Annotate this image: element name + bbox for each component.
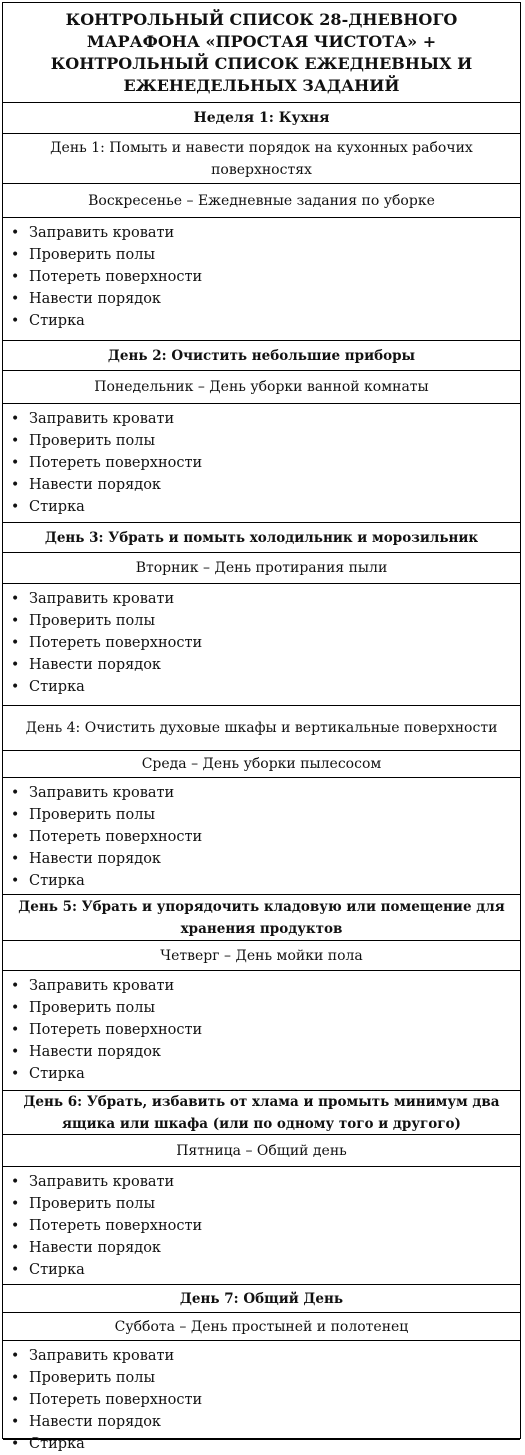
list-item-label: Стирка <box>29 1262 85 1278</box>
list-item <box>11 1193 520 1215</box>
list-item-label: Стирка <box>29 679 85 695</box>
list-item <box>11 1433 520 1455</box>
list-item <box>11 1345 520 1367</box>
task-day-1: День 1: Помыть и навести порядок на кухонных рабочих поверхностях <box>3 134 520 184</box>
list-item <box>11 1367 520 1389</box>
list-item-label: Навести порядок <box>29 1414 161 1430</box>
list-item-label: Проверить полы <box>29 433 156 449</box>
list-item <box>11 430 520 452</box>
list-item-label: Проверить полы <box>29 1196 156 1212</box>
weekday-heading-2: Понедельник – День уборки ванной комнаты <box>3 371 520 404</box>
daily-checklist-5 <box>3 971 520 1091</box>
list-item <box>11 496 520 518</box>
list-item-label: Потереть поверхности <box>29 269 203 285</box>
list-item <box>11 610 520 632</box>
list-item <box>11 782 520 804</box>
bullet-icon: • <box>11 679 20 695</box>
list-item-label: Заправить кровати <box>29 591 175 607</box>
list-item <box>11 1259 520 1281</box>
bullet-icon: • <box>11 978 20 994</box>
bullet-icon: • <box>11 1392 20 1408</box>
list-item <box>11 288 520 310</box>
list-item-label: Проверить полы <box>29 247 156 263</box>
bullet-icon: • <box>11 873 20 889</box>
list-item <box>11 632 520 654</box>
list-item-label: Потереть поверхности <box>29 455 203 471</box>
list-item <box>11 676 520 698</box>
bullet-icon: • <box>11 1196 20 1212</box>
list-item-label: Навести порядок <box>29 1044 161 1060</box>
daily-checklist-3 <box>3 584 520 706</box>
bullet-icon: • <box>11 657 20 673</box>
task-day-5: День 5: Убрать и упорядочить кладовую или помещение для хранения продуктов <box>3 895 520 941</box>
list-item-label: Стирка <box>29 313 85 329</box>
list-item-label: Потереть поверхности <box>29 1218 203 1234</box>
list-item-label: Навести порядок <box>29 657 161 673</box>
list-item-label: Заправить кровати <box>29 978 175 994</box>
week-heading: Неделя 1: Кухня <box>3 103 520 134</box>
task-day-2: День 2: Очистить небольшие приборы <box>3 341 520 371</box>
daily-checklist-7 <box>3 1341 520 1452</box>
list-item-label: Навести порядок <box>29 851 161 867</box>
bullet-icon: • <box>11 411 20 427</box>
list-item-label: Потереть поверхности <box>29 829 203 845</box>
list-item-label: Заправить кровати <box>29 1348 175 1364</box>
list-item <box>11 826 520 848</box>
bullet-icon: • <box>11 1022 20 1038</box>
list-item <box>11 408 520 430</box>
checklist-document <box>2 2 521 1452</box>
list-item-label: Заправить кровати <box>29 411 175 427</box>
list-item <box>11 1019 520 1041</box>
list-item-label: Заправить кровати <box>29 1174 175 1190</box>
task-day-6: День 6: Убрать, избавить от хлама и промыть минимум два ящика или шкафа (или по одному того и другого) <box>3 1091 520 1135</box>
weekday-heading-1: Воскресенье – Ежедневные задания по уборке <box>3 184 520 218</box>
weekday-heading-3: Вторник – День протирания пыли <box>3 553 520 584</box>
bullet-icon: • <box>11 591 20 607</box>
bullet-icon: • <box>11 635 20 651</box>
list-item <box>11 266 520 288</box>
bullet-icon: • <box>11 1044 20 1060</box>
bullet-icon: • <box>11 851 20 867</box>
list-item <box>11 1215 520 1237</box>
list-item-label: Навести порядок <box>29 291 161 307</box>
weekday-heading-4: Среда – День уборки пылесосом <box>3 751 520 778</box>
bullet-icon: • <box>11 269 20 285</box>
list-item-label: Проверить полы <box>29 1000 156 1016</box>
bullet-icon: • <box>11 313 20 329</box>
list-item <box>11 588 520 610</box>
list-item-label: Проверить полы <box>29 613 156 629</box>
list-item <box>11 975 520 997</box>
list-item-label: Заправить кровати <box>29 225 175 241</box>
list-item <box>11 870 520 892</box>
task-day-4: День 4: Очистить духовые шкафы и вертикальные поверхности <box>3 706 520 751</box>
daily-checklist-6 <box>3 1167 520 1285</box>
list-item <box>11 654 520 676</box>
list-item <box>11 1171 520 1193</box>
bullet-icon: • <box>11 785 20 801</box>
bullet-icon: • <box>11 433 20 449</box>
list-item-label: Проверить полы <box>29 807 156 823</box>
bullet-icon: • <box>11 291 20 307</box>
list-item-label: Заправить кровати <box>29 785 175 801</box>
bullet-icon: • <box>11 455 20 471</box>
weekday-heading-7: Суббота – День простыней и полотенец <box>3 1313 520 1341</box>
bullet-icon: • <box>11 1240 20 1256</box>
daily-checklist-2 <box>3 404 520 523</box>
bullet-icon: • <box>11 613 20 629</box>
weekday-heading-6: Пятница – Общий день <box>3 1135 520 1167</box>
bullet-icon: • <box>11 807 20 823</box>
bullet-icon: • <box>11 1348 20 1364</box>
bullet-icon: • <box>11 1174 20 1190</box>
list-item <box>11 310 520 332</box>
bullet-icon: • <box>11 499 20 515</box>
list-item <box>11 997 520 1019</box>
list-item <box>11 1041 520 1063</box>
list-item <box>11 1411 520 1433</box>
bullet-icon: • <box>11 1066 20 1082</box>
bullet-icon: • <box>11 1436 20 1452</box>
list-item-label: Стирка <box>29 873 85 889</box>
bullet-icon: • <box>11 1262 20 1278</box>
bullet-icon: • <box>11 247 20 263</box>
daily-checklist-4 <box>3 778 520 895</box>
bullet-icon: • <box>11 1414 20 1430</box>
page-title: КОНТРОЛЬНЫЙ СПИСОК 28-ДНЕВНОГО МАРАФОНА «ПРОСТАЯ ЧИСТОТА» + КОНТРОЛЬНЫЙ СПИСОК ЕЖЕДНЕВНЫХ И ЕЖЕНЕДЕЛЬНЫХ ЗАДАНИЙ <box>3 3 520 103</box>
list-item-label: Навести порядок <box>29 1240 161 1256</box>
weekday-heading-5: Четверг – День мойки пола <box>3 941 520 971</box>
list-item <box>11 1237 520 1259</box>
list-item-label: Потереть поверхности <box>29 1022 203 1038</box>
bullet-icon: • <box>11 1218 20 1234</box>
list-item-label: Стирка <box>29 499 85 515</box>
task-day-7: День 7: Общий День <box>3 1285 520 1313</box>
list-item-label: Навести порядок <box>29 477 161 493</box>
list-item <box>11 1389 520 1411</box>
list-item <box>11 848 520 870</box>
list-item <box>11 222 520 244</box>
list-item <box>11 804 520 826</box>
list-item-label: Потереть поверхности <box>29 1392 203 1408</box>
list-item <box>11 474 520 496</box>
bullet-icon: • <box>11 225 20 241</box>
list-item <box>11 452 520 474</box>
list-item-label: Стирка <box>29 1436 85 1452</box>
list-item-label: Стирка <box>29 1066 85 1082</box>
daily-checklist-1 <box>3 218 520 341</box>
task-day-3: День 3: Убрать и помыть холодильник и морозильник <box>3 523 520 553</box>
bullet-icon: • <box>11 1370 20 1386</box>
bullet-icon: • <box>11 477 20 493</box>
list-item-label: Потереть поверхности <box>29 635 203 651</box>
list-item <box>11 1063 520 1085</box>
list-item <box>11 244 520 266</box>
list-item-label: Проверить полы <box>29 1370 156 1386</box>
bullet-icon: • <box>11 1000 20 1016</box>
bullet-icon: • <box>11 829 20 845</box>
